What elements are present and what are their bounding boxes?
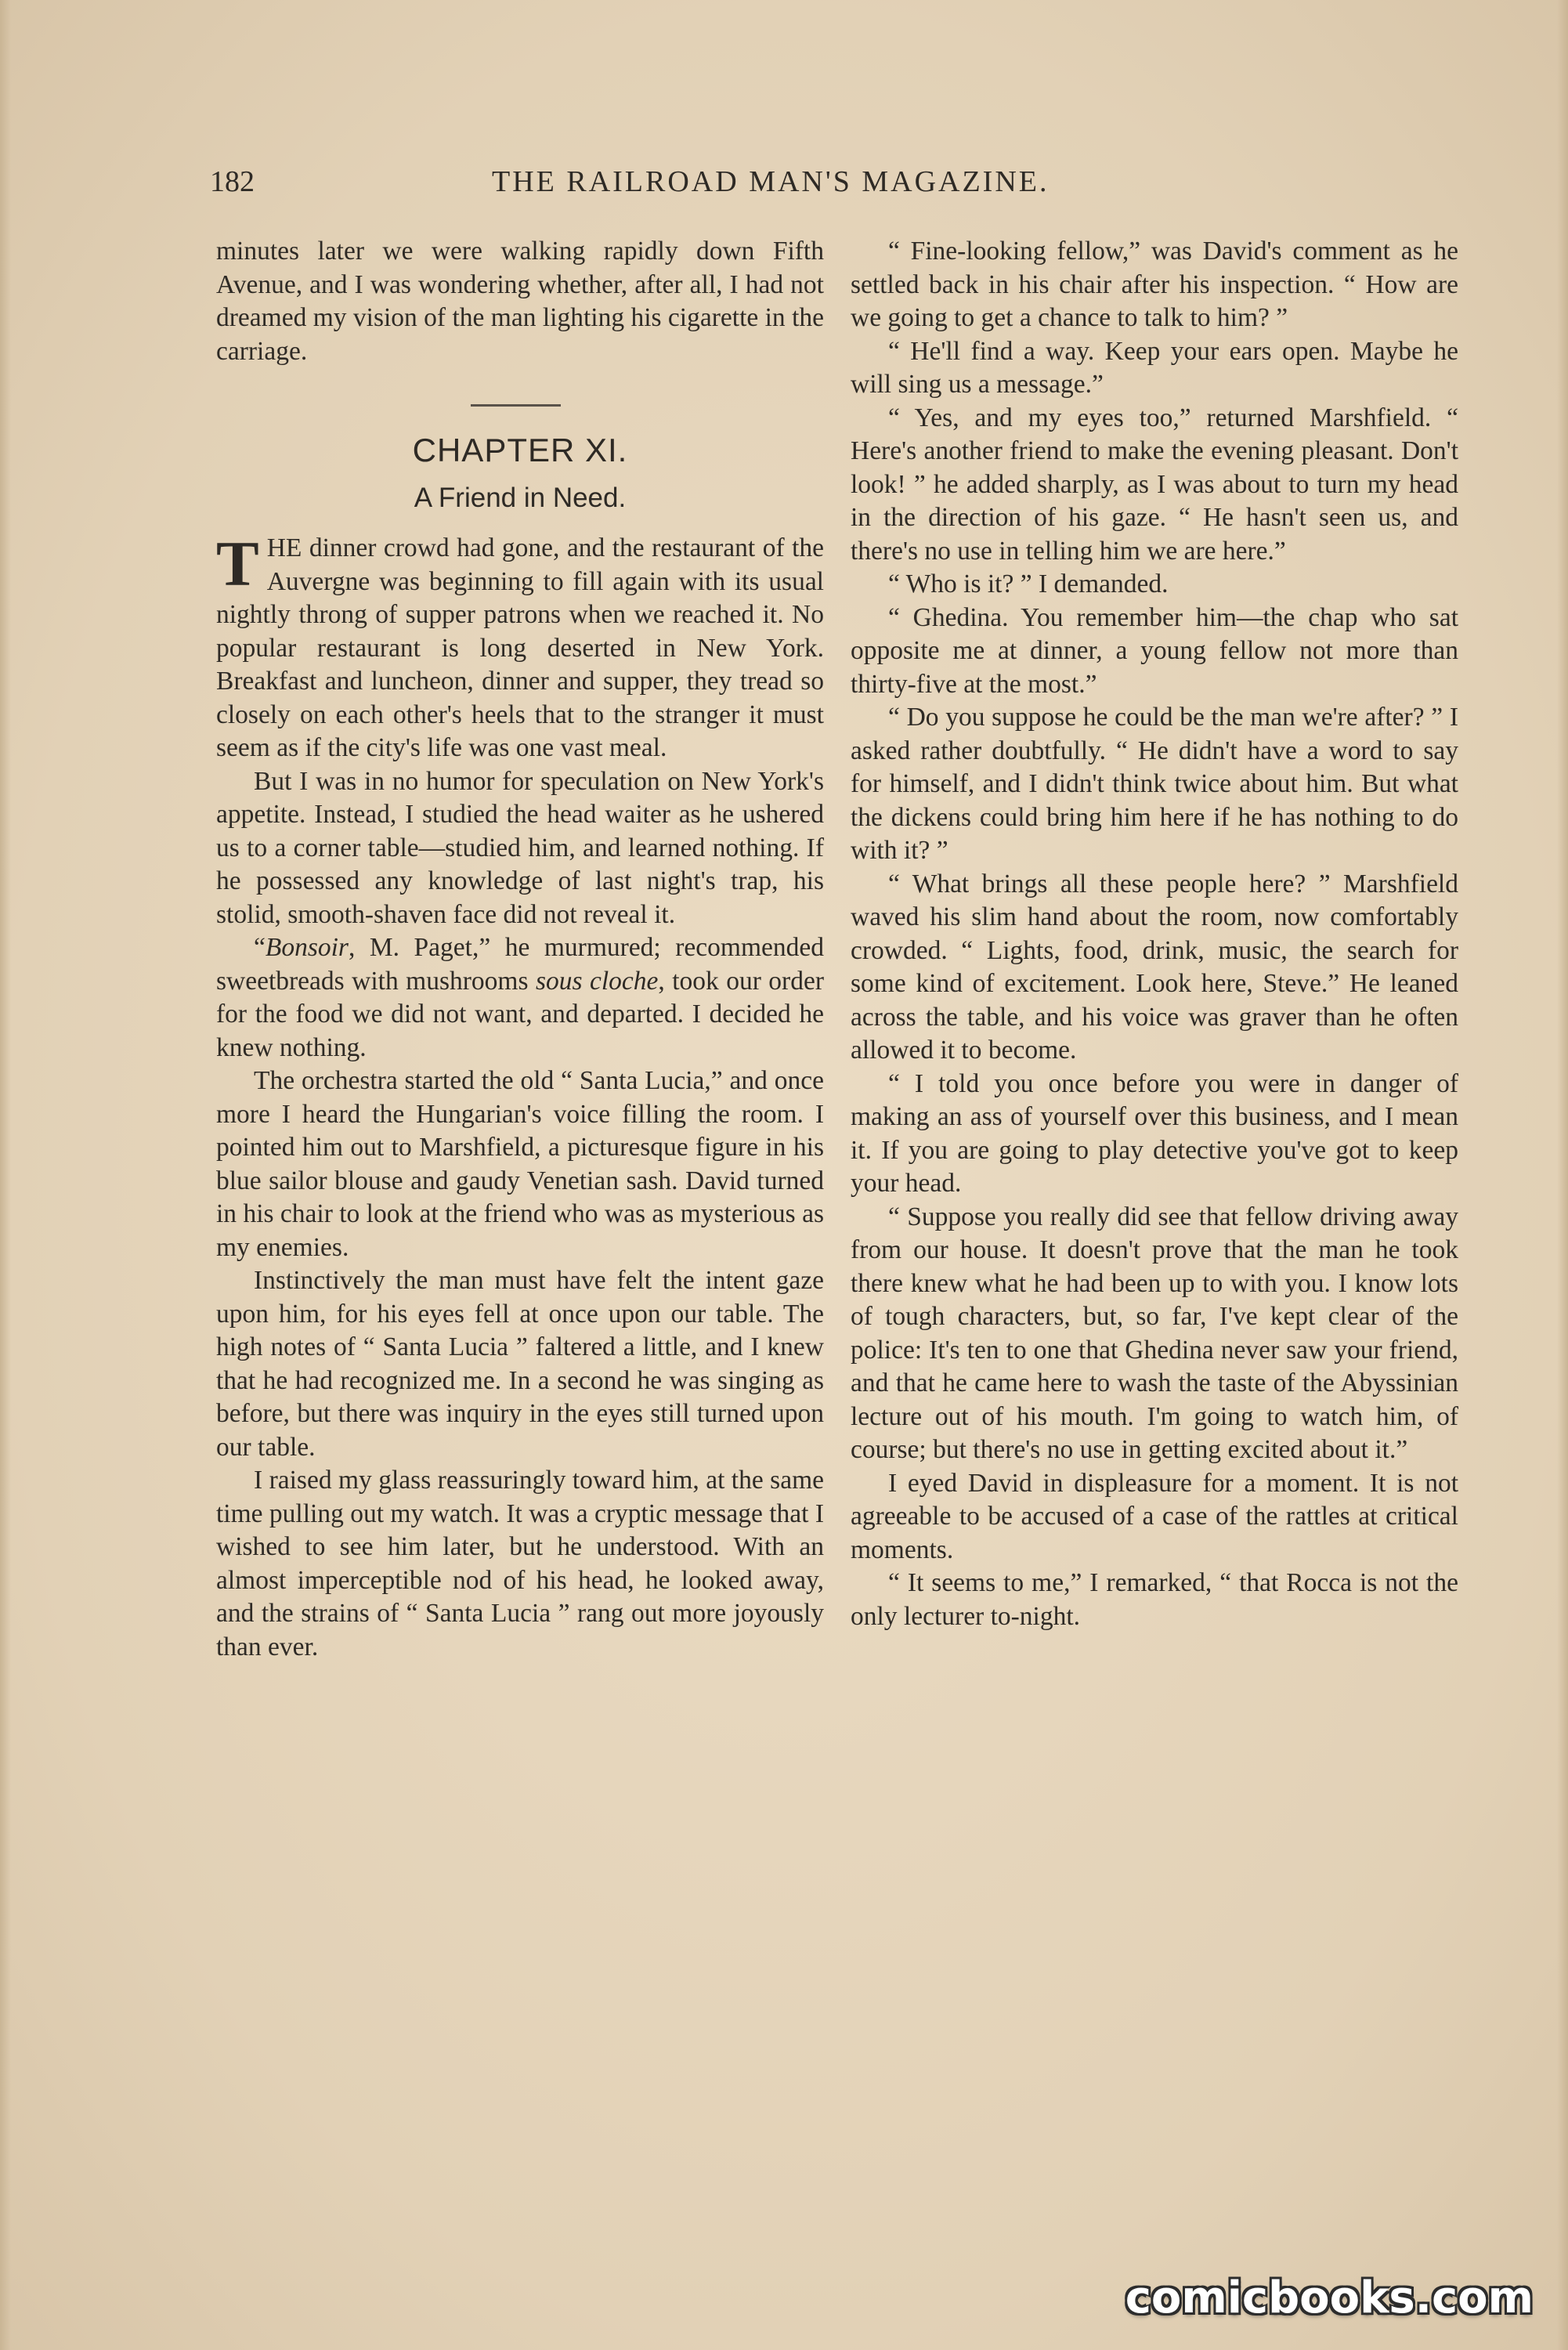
paragraph: I eyed David in displeasure for a moment. It is not agreeable to be accused of a case of the rattles at critical moments. — [851, 1468, 1458, 1564]
paragraph-text: , M. Paget,” he murmured; recommended sweetbreads with mushrooms — [216, 933, 824, 996]
paragraph: “ Who is it? ” I demanded. — [888, 569, 1169, 598]
paragraph: “ Yes, and my eyes too,” returned Marshfield. “ Here's another friend to make the evening pleasant. Don't look! ” he added sharply, as I was about to turn my head in the direction of his gaze. “ He hasn't seen us, and there's no use in telling him we are here.” — [851, 403, 1458, 566]
paragraph: “ Fine-looking fellow,” was David's comment as he settled back in his chair after his inspection. “ How are we going to get a chance to talk to him? ” — [851, 237, 1458, 332]
drop-cap: T — [216, 528, 259, 599]
paragraph: “ It seems to me,” I remarked, “ that Rocca is not the only lecturer to-night. — [851, 1568, 1458, 1631]
paragraph: Instinctively the man must have felt the intent gaze upon him, for his eyes fell at once upon our table. The high notes of “ Santa Lucia ” faltered a little, and I knew that he had recognized me. In a second he was singing as before, but there was inquiry in the eyes still turned upon our table. — [216, 1266, 824, 1462]
paragraph: “ Ghedina. You remember him—the chap who sat opposite me at dinner, a young fellow not more than thirty-five at the most.” — [851, 602, 1458, 699]
italic-text: Bonsoir — [265, 933, 349, 962]
left-column — [216, 235, 824, 2178]
right-column — [851, 235, 1458, 2178]
paragraph: “ I told you once before you were in danger of making an ass of yourself over this business, and I mean it. If you are going to play detective you've got to keep your head. — [851, 1068, 1458, 1198]
paragraph — [216, 931, 824, 1065]
site-watermark: comicbooks.com — [1125, 2272, 1534, 2323]
paragraph-text: “ — [254, 933, 266, 962]
page-number: 182 — [210, 165, 255, 198]
paragraph: “ Do you suppose he could be the man we're after? ” I asked rather doubtfully. “ He didn't have a word to say for himself, and I didn't think twice about him. But what the dickens could bring him here if he has nothing to do with it? ” — [851, 703, 1458, 865]
paragraph: “ What brings all these people here? ” Marshfield waved his slim hand about the room, now comfortably crowded. “ Lights, food, drink, music, the search for some kind of excitement. Look here, Steve.” He leaned across the table, and his voice was graver than he often allowed it to become. — [851, 869, 1458, 1065]
paragraph — [216, 528, 824, 765]
paragraph: I raised my glass reassuringly toward him, at the same time pulling out my watch. It was a cryptic message that I wished to see him later, but he understood. With an almost imperceptible nod of his head, he looked away, and the strains of “ Santa Lucia ” rang out more joyously than ever. — [216, 1466, 824, 1661]
paragraph: The orchestra started the old “ Santa Lucia,” and once more I heard the Hungarian's voice filling the room. I pointed him out to Marshfield, a picturesque figure in his blue sailor blouse and gaudy Venetian sash. David turned in his chair to look at the friend who was as mysterious as my enemies. — [216, 1066, 824, 1262]
paragraph: “ Suppose you really did see that fellow driving away from our house. It doesn't prove that the man he took there knew what he had been up to with you. I know lots of tough characters, but, so far, I've kept clear of the police: It's ten to one that Ghedina never saw your friend, and that he came here to wash the taste of the Abyssinian lecture out of his mouth. I'm going to watch him, of course; but there's no use in getting excited about it.” — [851, 1202, 1458, 1464]
continued-paragraph: minutes later we were walking rapidly down Fifth Avenue, and I was wondering whether, after all, I had not dreamed my vision of the man lighting his cigarette in the carriage. — [216, 237, 824, 366]
section-divider — [216, 368, 824, 423]
divider-rule — [471, 404, 561, 407]
paragraph-text: HE dinner crowd had gone, and the restaurant of the Auvergne was beginning to fill again with its usual nightly throng of supper patrons when we reached it. No popular restaurant is long deserted in New York. Breakfast and luncheon, dinner and supper, they tread so closely on each other's heels that to the stranger it must seem as if the city's life was one vast meal. — [216, 533, 824, 762]
paragraph: But I was in no humor for speculation on New York's appetite. Instead, I studied the head waiter as he ushered us to a corner table—studied him, and learned nothing. If he possessed any knowledge of last night's trap, his stolid, smooth-shaven face did not reveal it. — [216, 766, 824, 929]
chapter-subtitle: A Friend in Need. — [414, 482, 627, 513]
page-header — [210, 164, 1458, 212]
italic-text: sous cloche — [535, 966, 659, 996]
paragraph: “ He'll find a way. Keep your ears open. Maybe he will sing us a message.” — [851, 336, 1458, 399]
chapter-heading: CHAPTER XI. — [412, 432, 628, 468]
running-head: THE RAILROAD MAN'S MAGAZINE. — [492, 165, 1050, 198]
paragraph-text: , took our order for the food we did not want, and departed. I decided he knew nothing. — [216, 966, 824, 1062]
page-edge-right — [1557, 0, 1568, 2350]
page-edge-left — [0, 0, 11, 2350]
